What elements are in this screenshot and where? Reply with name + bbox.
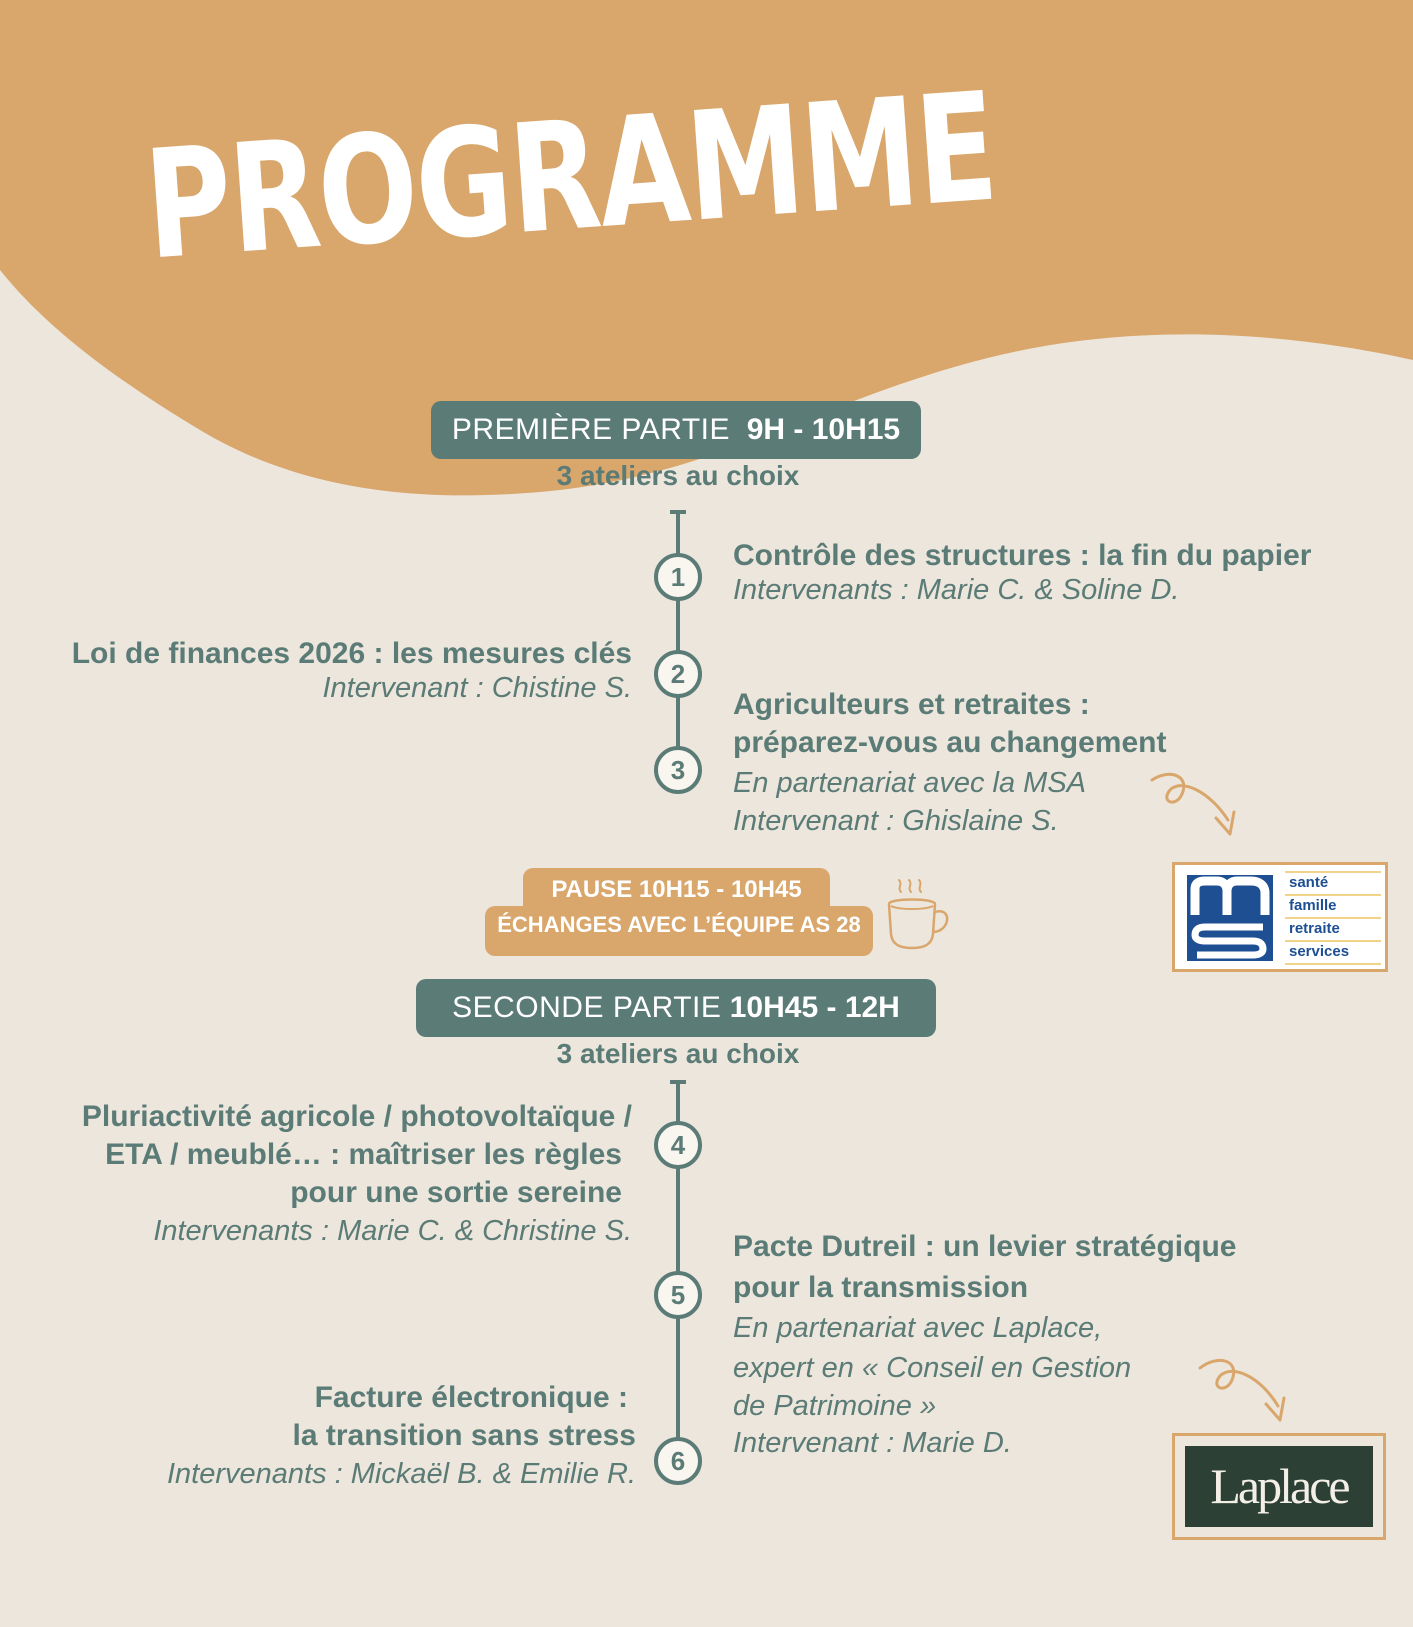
curly-arrow-icon bbox=[1150, 772, 1260, 852]
workshop-3 bbox=[733, 686, 1166, 840]
workshop-6-speakers: Intervenants : Mickaël B. & Emilie R. bbox=[167, 1458, 636, 1490]
workshop-4-speakers: Intervenants : Marie C. & Christine S. bbox=[153, 1215, 632, 1247]
workshop-5-title-line2: pour la transmission bbox=[733, 1271, 1029, 1304]
msa-logo-mark bbox=[1187, 875, 1273, 961]
workshop-4-title-line3: pour une sortie sereine bbox=[290, 1176, 622, 1209]
workshop-3-partner: En partenariat avec la MSA bbox=[733, 767, 1087, 799]
workshop-1 bbox=[733, 537, 1311, 609]
part2-label: SECONDE PARTIE bbox=[452, 991, 722, 1024]
workshop-2 bbox=[72, 635, 632, 707]
step-3-badge: 3 bbox=[654, 746, 702, 794]
workshop-5-partner-line1: En partenariat avec Laplace, bbox=[733, 1312, 1103, 1344]
workshop-5 bbox=[733, 1226, 1236, 1462]
step-4-badge: 4 bbox=[654, 1121, 702, 1169]
step-1-badge: 1 bbox=[654, 553, 702, 601]
workshop-1-speakers: Intervenants : Marie C. & Soline D. bbox=[733, 574, 1180, 606]
workshop-6-title-line2: la transition sans stress bbox=[292, 1419, 636, 1452]
part1-badge bbox=[431, 401, 921, 459]
workshop-1-title: Contrôle des structures : la fin du papier bbox=[733, 539, 1312, 572]
workshop-6 bbox=[167, 1379, 636, 1493]
pause-time: PAUSE 10H15 - 10H45 bbox=[551, 876, 802, 903]
workshop-2-title: Loi de finances 2026 : les mesures clés bbox=[71, 637, 632, 670]
part1-time: 9H - 10H15 bbox=[746, 413, 901, 446]
workshop-6-title-line1: Facture électronique : bbox=[314, 1381, 628, 1414]
laplace-logo bbox=[1172, 1433, 1386, 1540]
part2-badge bbox=[416, 979, 936, 1037]
workshop-3-title-line2: préparez-vous au changement bbox=[733, 726, 1167, 759]
workshop-4 bbox=[82, 1098, 632, 1250]
page-title: PROGRAMME bbox=[140, 60, 1001, 294]
step-5-badge: 5 bbox=[654, 1271, 702, 1319]
workshop-3-speakers: Intervenant : Ghislaine S. bbox=[733, 805, 1059, 837]
timeline-line bbox=[676, 510, 680, 770]
step-2-badge: 2 bbox=[654, 650, 702, 698]
msa-word-1: santé bbox=[1285, 871, 1381, 894]
part1-label: PREMIÈRE PARTIE bbox=[451, 413, 731, 446]
msa-word-2: famille bbox=[1285, 894, 1381, 917]
pause-description: ÉCHANGES AVEC L’ÉQUIPE AS 28 bbox=[497, 912, 861, 937]
workshop-4-title-line2: ETA / meublé… : maîtriser les règles bbox=[105, 1138, 622, 1171]
msa-logo bbox=[1172, 862, 1388, 972]
msa-word-4: services bbox=[1285, 940, 1381, 965]
msa-tagline bbox=[1285, 871, 1381, 965]
workshop-5-speakers: Intervenant : Marie D. bbox=[733, 1427, 1012, 1459]
part2-time: 10H45 - 12H bbox=[729, 991, 900, 1024]
workshop-5-partner-line3: de Patrimoine » bbox=[733, 1390, 937, 1422]
step-6-badge: 6 bbox=[654, 1437, 702, 1485]
workshop-4-title-line1: Pluriactivité agricole / photovoltaïque / bbox=[81, 1100, 632, 1133]
coffee-cup-icon bbox=[885, 878, 955, 950]
part1-subtitle: 3 ateliers au choix bbox=[556, 460, 800, 491]
workshop-5-partner-line2: expert en « Conseil en Gestion bbox=[733, 1352, 1132, 1384]
workshop-3-title-line1: Agriculteurs et retraites : bbox=[733, 688, 1090, 721]
curly-arrow-icon-2 bbox=[1198, 1354, 1308, 1434]
workshop-2-speakers: Intervenant : Chistine S. bbox=[322, 672, 632, 704]
workshop-5-title-line1: Pacte Dutreil : un levier stratégique bbox=[733, 1230, 1237, 1263]
laplace-logo-text: Laplace bbox=[1185, 1446, 1373, 1527]
msa-word-3: retraite bbox=[1285, 917, 1381, 940]
part2-subtitle: 3 ateliers au choix bbox=[556, 1038, 800, 1069]
